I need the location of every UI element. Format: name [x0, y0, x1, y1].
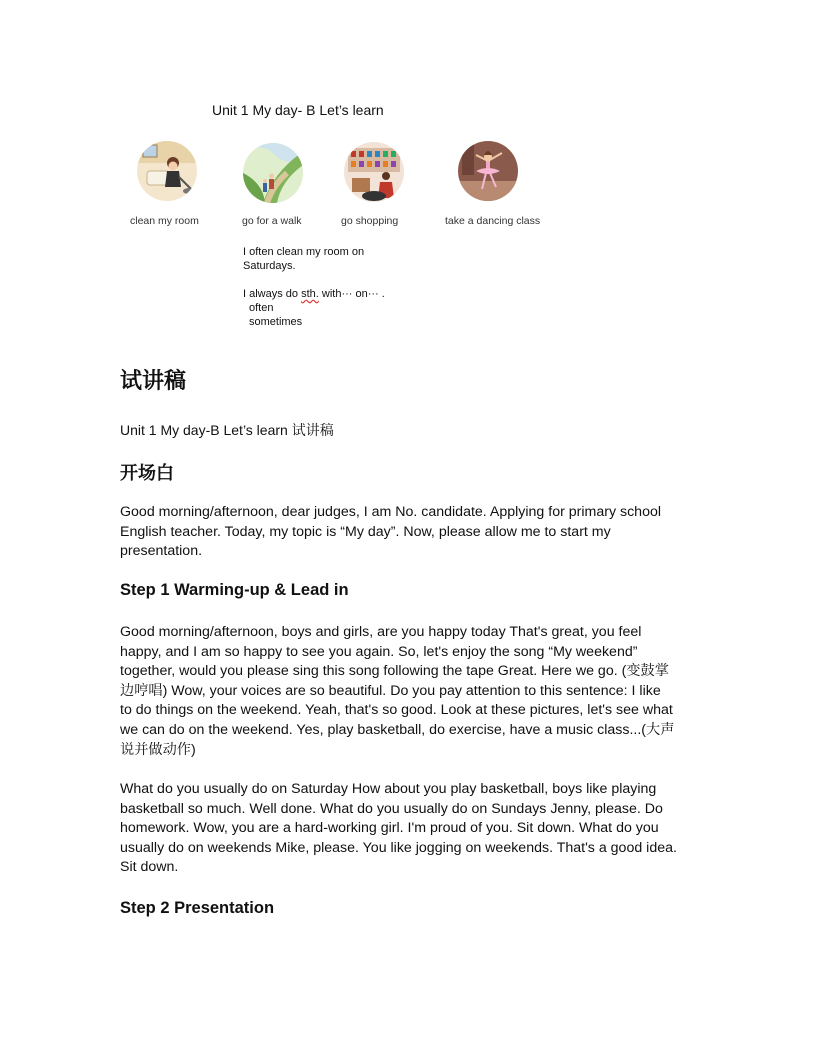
document-title: 试讲稿 [120, 369, 187, 394]
picture-caption: go for a walk [242, 215, 302, 227]
note-sth: sth. [301, 288, 319, 300]
paragraph-line: homework. Wow, you are a hard-working girl. I'm proud of you. Sit down. What do you [120, 820, 659, 837]
paragraph-line: English teacher. Today, my topic is “My day”. Now, please allow me to start my [120, 523, 611, 540]
document-subtitle: Unit 1 My day-B Let’s learn 试讲稿 [120, 422, 334, 438]
picture-caption: clean my room [130, 215, 199, 227]
paragraph-line: basketball so much. Well done. What do you usually do on Sundays Jenny, please. Do [120, 800, 663, 817]
paragraph-line: Sit down. [120, 859, 179, 876]
slide-title: Unit 1 My day- B Let’s learn [212, 102, 384, 118]
step1-paragraph-1 [120, 623, 700, 760]
slide-note-line: Saturdays. [243, 260, 296, 272]
note-suffix: with··· on··· . [318, 288, 385, 300]
slide-note-sentence-2 [243, 287, 385, 329]
paragraph-line: 边哼唱) Wow, your voices are so beautiful. Do you pay attention to this sentence: I like [120, 682, 661, 699]
shopping-store-icon [344, 142, 404, 202]
paragraph-line: 说并做动作) [120, 741, 196, 758]
paragraph-line: What do you usually do on Saturday How about you play basketball, boys like playing [120, 781, 657, 797]
ballet-dancer-icon [458, 141, 518, 201]
step2-heading: Step 2 Presentation [120, 899, 275, 917]
paragraph-line: presentation. [120, 543, 203, 560]
slide-note-sentence-1 [243, 245, 364, 273]
slide-note-line: often [249, 302, 274, 314]
paragraph-line: happy, and I am so happy to see you again. So, let's enjoy the song “My weekend” [120, 643, 638, 660]
paragraph-line: Good morning/afternoon, dear judges, I am No. candidate. Applying for primary school [120, 504, 662, 520]
picture-caption: go shopping [341, 215, 399, 227]
paragraph-line: we can do on the weekend. Yes, play basketball, do exercise, have a music class...(大声 [120, 721, 675, 738]
opening-paragraph [120, 503, 700, 562]
paragraph-line: to do things on the weekend. Yeah, that's so good. Look at these pictures, let's see what [120, 702, 673, 719]
slide-note-line [243, 287, 385, 301]
paragraph-line: Good morning/afternoon, boys and girls, are you happy today That's great, you feel [120, 624, 642, 640]
paragraph-line: together, would you please sing this song following the tape Great. Here we go. (变鼓掌 [120, 663, 669, 680]
picture-caption: take a dancing class [445, 215, 541, 227]
walking-path-icon [243, 143, 303, 203]
opening-heading: 开场白 [120, 463, 174, 484]
step1-heading: Step 1 Warming-up & Lead in [120, 581, 349, 599]
paragraph-line: usually do on weekends Mike, please. You like jogging on weekends. That's a good idea. [120, 839, 677, 856]
girl-cleaning-room-icon [137, 141, 197, 201]
note-prefix: I always do [243, 288, 302, 300]
slide-note-line: sometimes [249, 316, 303, 328]
slide-note-line: I often clean my room on [243, 246, 365, 258]
step1-paragraph-2 [120, 780, 700, 878]
